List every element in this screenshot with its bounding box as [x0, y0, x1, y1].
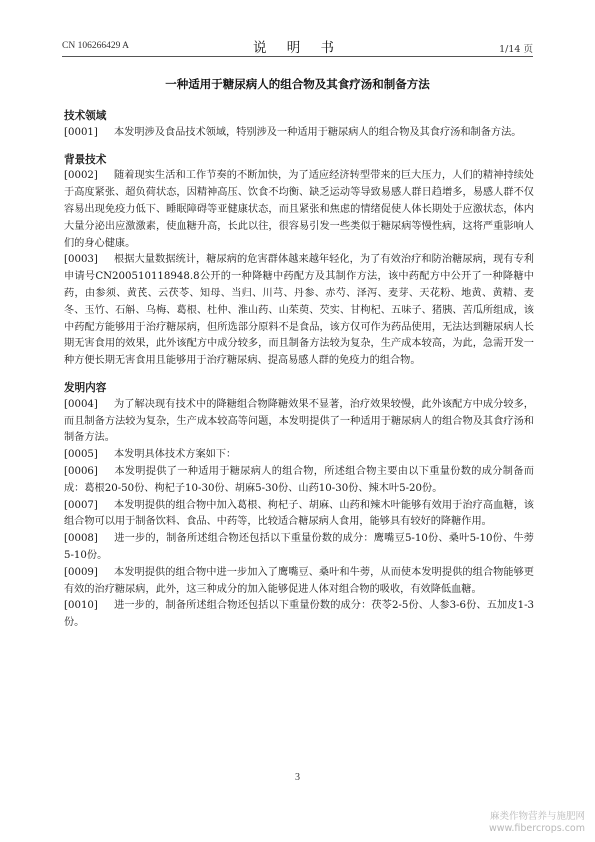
paragraph-text: 为了解决现有技术中的降糖组合物降糖效果不显著，治疗效果较慢，此外该配方中成分较多，而且制备方法较为复杂，生产成本较高等问题，本发明提供了一种适用于糖尿病人的组合物及其食疗汤和制备方法。: [64, 398, 534, 444]
watermark-url: www.fibercrops.com: [488, 823, 585, 834]
paragraph-text: 根据大量数据统计，糖尿病的危害群体越来越年轻化，为了有效治疗和防治糖尿病，现有专利申请号CN200510118948.8公开的一种降糖中药配方及其制作方法，该中药配方中公开了一种降糖中药，由参须、黄芪、云茯苓、知母、当归、川芎、丹参、赤芍、泽泻、麦芽、天花粉、地黄、黄精、麦冬、玉竹、石斛、乌梅、葛根、杜仲、淮山药、山茱萸、芡实、甘枸杞、五味子、猪胰、苦瓜所组成，该中药配方能够用于治疗糖尿病，但所选部分原料不是食品，该方仅可作为药品使用，无法达到糖尿病人长期无害食用的效果，此外该配方中成分较多，而且制备方法较为复杂，生产成本较高，为此，急需开发一种方便长期无害食用且能够用于治疗糖尿病、提高易感人群的免疫力的组合物。: [64, 254, 534, 367]
paragraph-text: 进一步的，制备所述组合物还包括以下重量份数的成分：茯苓2-5份、人参3-6份、五加皮1-3份。: [64, 600, 534, 629]
paragraph-number: [0004]: [64, 398, 98, 410]
paragraph-number: [0005]: [64, 449, 98, 461]
paragraph: [64, 531, 534, 565]
paragraph: [64, 125, 534, 142]
paragraph-number: [0002]: [64, 170, 98, 182]
paragraph: [64, 168, 534, 252]
paragraph-number: [0010]: [64, 600, 98, 612]
paragraph: [64, 447, 534, 464]
paragraph-number: [0001]: [64, 126, 98, 138]
page-counter: 1/14 页: [499, 44, 533, 55]
section-heading: 背景技术: [64, 153, 107, 166]
paragraph-text: 本发明提供的组合物中加入葛根、枸杞子、胡麻、山药和辣木叶能够有效用于治疗高血糖，该组合物可以用于制备饮料、食品、中药等，比较适合糖尿病人食用，能够具有较好的降糖作用。: [64, 499, 534, 528]
page-number: 3: [295, 772, 300, 783]
watermark-site-name: 麻类作物营养与施肥网: [489, 811, 585, 822]
paragraph-text: 本发明提供的组合物中进一步加入了鹰嘴豆、桑叶和牛蒡，从而使本发明提供的组合物能够更有效的治疗糖尿病，此外，这三种成分的加入能够促进人体对组合物的吸收，有效降低血糖。: [64, 566, 534, 595]
paragraph-number: [0006]: [64, 465, 98, 477]
paragraph-text: 本发明涉及食品技术领域，特别涉及一种适用于糖尿病人的组合物及其食疗汤和制备方法。: [114, 126, 522, 138]
paragraph-text: 本发明具体技术方案如下：: [114, 449, 237, 461]
paragraph: [64, 498, 534, 532]
paragraph: [64, 252, 534, 370]
paragraph-number: [0003]: [64, 254, 98, 266]
document-title: 一种适用于糖尿病人的组合物及其食疗汤和制备方法: [165, 77, 430, 91]
paragraph-text: 随着现实生活和工作节奏的不断加快，为了适应经济转型带来的巨大压力，人们的精神持续处于高度紧张、超负荷状态，因精神高压、饮食不均衡、缺乏运动等导致易感人群日趋增多，易感人群不仅容易出现免疫力低下、睡眠障碍等亚健康状态，而且紧张和焦虑的情绪促使人体长期处于应激状态，体内大量分泌出应激激素，使血糖升高，长此以往，很容易引发一些类似于糖尿病等慢性病，这将严重影响人们的身心健康。: [64, 170, 534, 249]
paragraph: [64, 397, 534, 447]
patent-number: CN 106266429 A: [62, 41, 130, 51]
site-watermark: [489, 811, 585, 835]
paragraph-number: [0009]: [64, 566, 98, 578]
paragraph: [64, 598, 534, 632]
paragraph-text: 本发明提供了一种适用于糖尿病人的组合物，所述组合物主要由以下重量份数的成分制备而成：葛根20-50份、枸杞子10-30份、胡麻5-30份、山药10-30份、辣木叶5-20份。: [64, 465, 534, 494]
header-rule: [62, 56, 533, 57]
paragraph-text: 进一步的，制备所述组合物还包括以下重量份数的成分：鹰嘴豆5-10份、桑叶5-10份、牛蒡5-10份。: [64, 533, 534, 561]
section-heading: 技术领域: [64, 110, 107, 122]
document-body: [64, 108, 534, 632]
page-header: [62, 36, 533, 56]
paragraph-number: [0007]: [64, 499, 98, 511]
paragraph-number: [0008]: [64, 533, 98, 545]
section-heading: 发明内容: [64, 381, 107, 394]
document-type: 说 明 书: [252, 40, 343, 56]
paragraph: [64, 464, 534, 498]
paragraph: [64, 565, 534, 599]
